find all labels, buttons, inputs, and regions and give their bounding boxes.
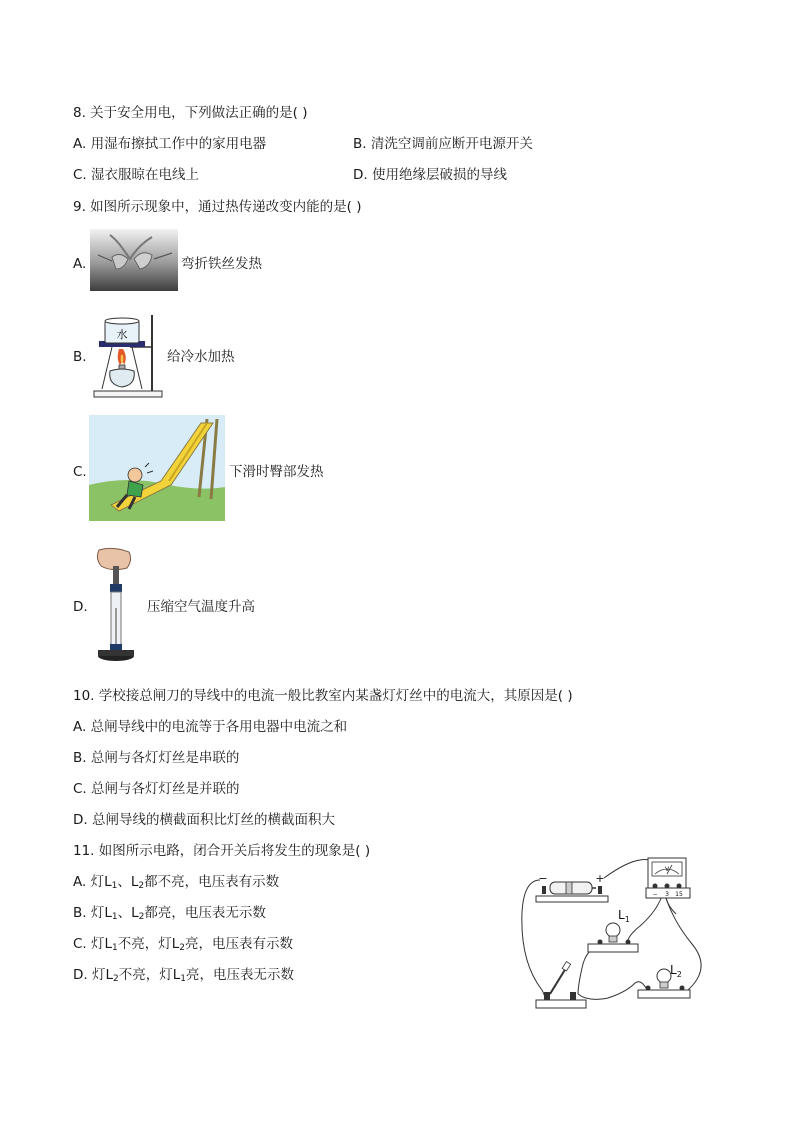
q8-option-c[interactable]: C. 湿衣服晾在电线上 [73, 167, 200, 183]
air-pump-image [93, 546, 143, 666]
beaker-label: 水 [116, 328, 128, 341]
q9-option-c-letter[interactable]: C. [73, 464, 87, 480]
slide-image [89, 415, 225, 521]
heating-water-image [90, 313, 165, 399]
battery-plus-label: + [595, 872, 605, 885]
q8-option-d[interactable]: D. 使用绝缘层破损的导线 [353, 167, 507, 183]
bending-wire-image [90, 229, 178, 291]
q10-option-a[interactable]: A. 总闸导线中的电流等于各用电器中电流之和 [73, 719, 348, 735]
voltmeter [646, 858, 690, 898]
q9-stem: 9. 如图所示现象中，通过热传递改变内能的是( ) [73, 199, 362, 215]
voltmeter-scale-label: V [664, 866, 670, 873]
q10-option-b[interactable]: B. 总闸与各灯灯丝是串联的 [73, 750, 240, 766]
q10-option-d[interactable]: D. 总闸导线的横截面积比灯丝的横截面积大 [73, 812, 335, 828]
lamp-l1 [588, 908, 638, 952]
battery [536, 872, 608, 902]
q9-option-b-letter[interactable]: B. [73, 349, 87, 365]
q11-option-d[interactable]: D. 灯$L_2$不亮，灯$L_1$亮，电压表无示数 [73, 967, 294, 984]
q9-option-a-letter[interactable]: A. [73, 256, 87, 272]
lamp-l2-label: $L_2$ [670, 963, 682, 979]
q9-option-a-caption: 弯折铁丝发热 [181, 256, 262, 272]
q11-option-a[interactable]: A. 灯$L_1$、$L_2$都不亮，电压表有示数 [73, 874, 280, 891]
q8-option-b[interactable]: B. 清洗空调前应断开电源开关 [353, 136, 533, 152]
q11-option-c[interactable]: C. 灯$L_1$不亮，灯$L_2$亮，电压表有示数 [73, 936, 294, 953]
q10-stem: 10. 学校接总闸刀的导线中的电流一般比教室内某盏灯灯丝中的电流大，其原因是( ) [73, 688, 573, 704]
battery-minus-label: − [538, 872, 548, 885]
q9-option-c-caption: 下滑时臀部发热 [229, 464, 324, 480]
voltmeter-terminal-label: 15 [675, 891, 683, 898]
circuit-diagram [516, 852, 728, 1014]
voltmeter-terminal-label: − [652, 891, 658, 898]
lamp-l2 [638, 963, 690, 998]
q9-option-d-letter[interactable]: D. [73, 599, 88, 615]
voltmeter-terminal-label: 3 [665, 891, 669, 898]
q9-option-b-caption: 给冷水加热 [167, 349, 235, 365]
q8-stem: 8. 关于安全用电，下列做法正确的是( ) [73, 105, 308, 121]
lamp-l1-label: $L_1$ [618, 908, 630, 924]
q11-option-b[interactable]: B. 灯$L_1$、$L_2$都亮，电压表无示数 [73, 905, 266, 922]
q8-option-a[interactable]: A. 用湿布擦拭工作中的家用电器 [73, 136, 267, 152]
q10-option-c[interactable]: C. 总闸与各灯灯丝是并联的 [73, 781, 240, 797]
q11-stem: 11. 如图所示电路，闭合开关后将发生的现象是( ) [73, 843, 371, 859]
q9-option-d-caption: 压缩空气温度升高 [147, 599, 255, 615]
